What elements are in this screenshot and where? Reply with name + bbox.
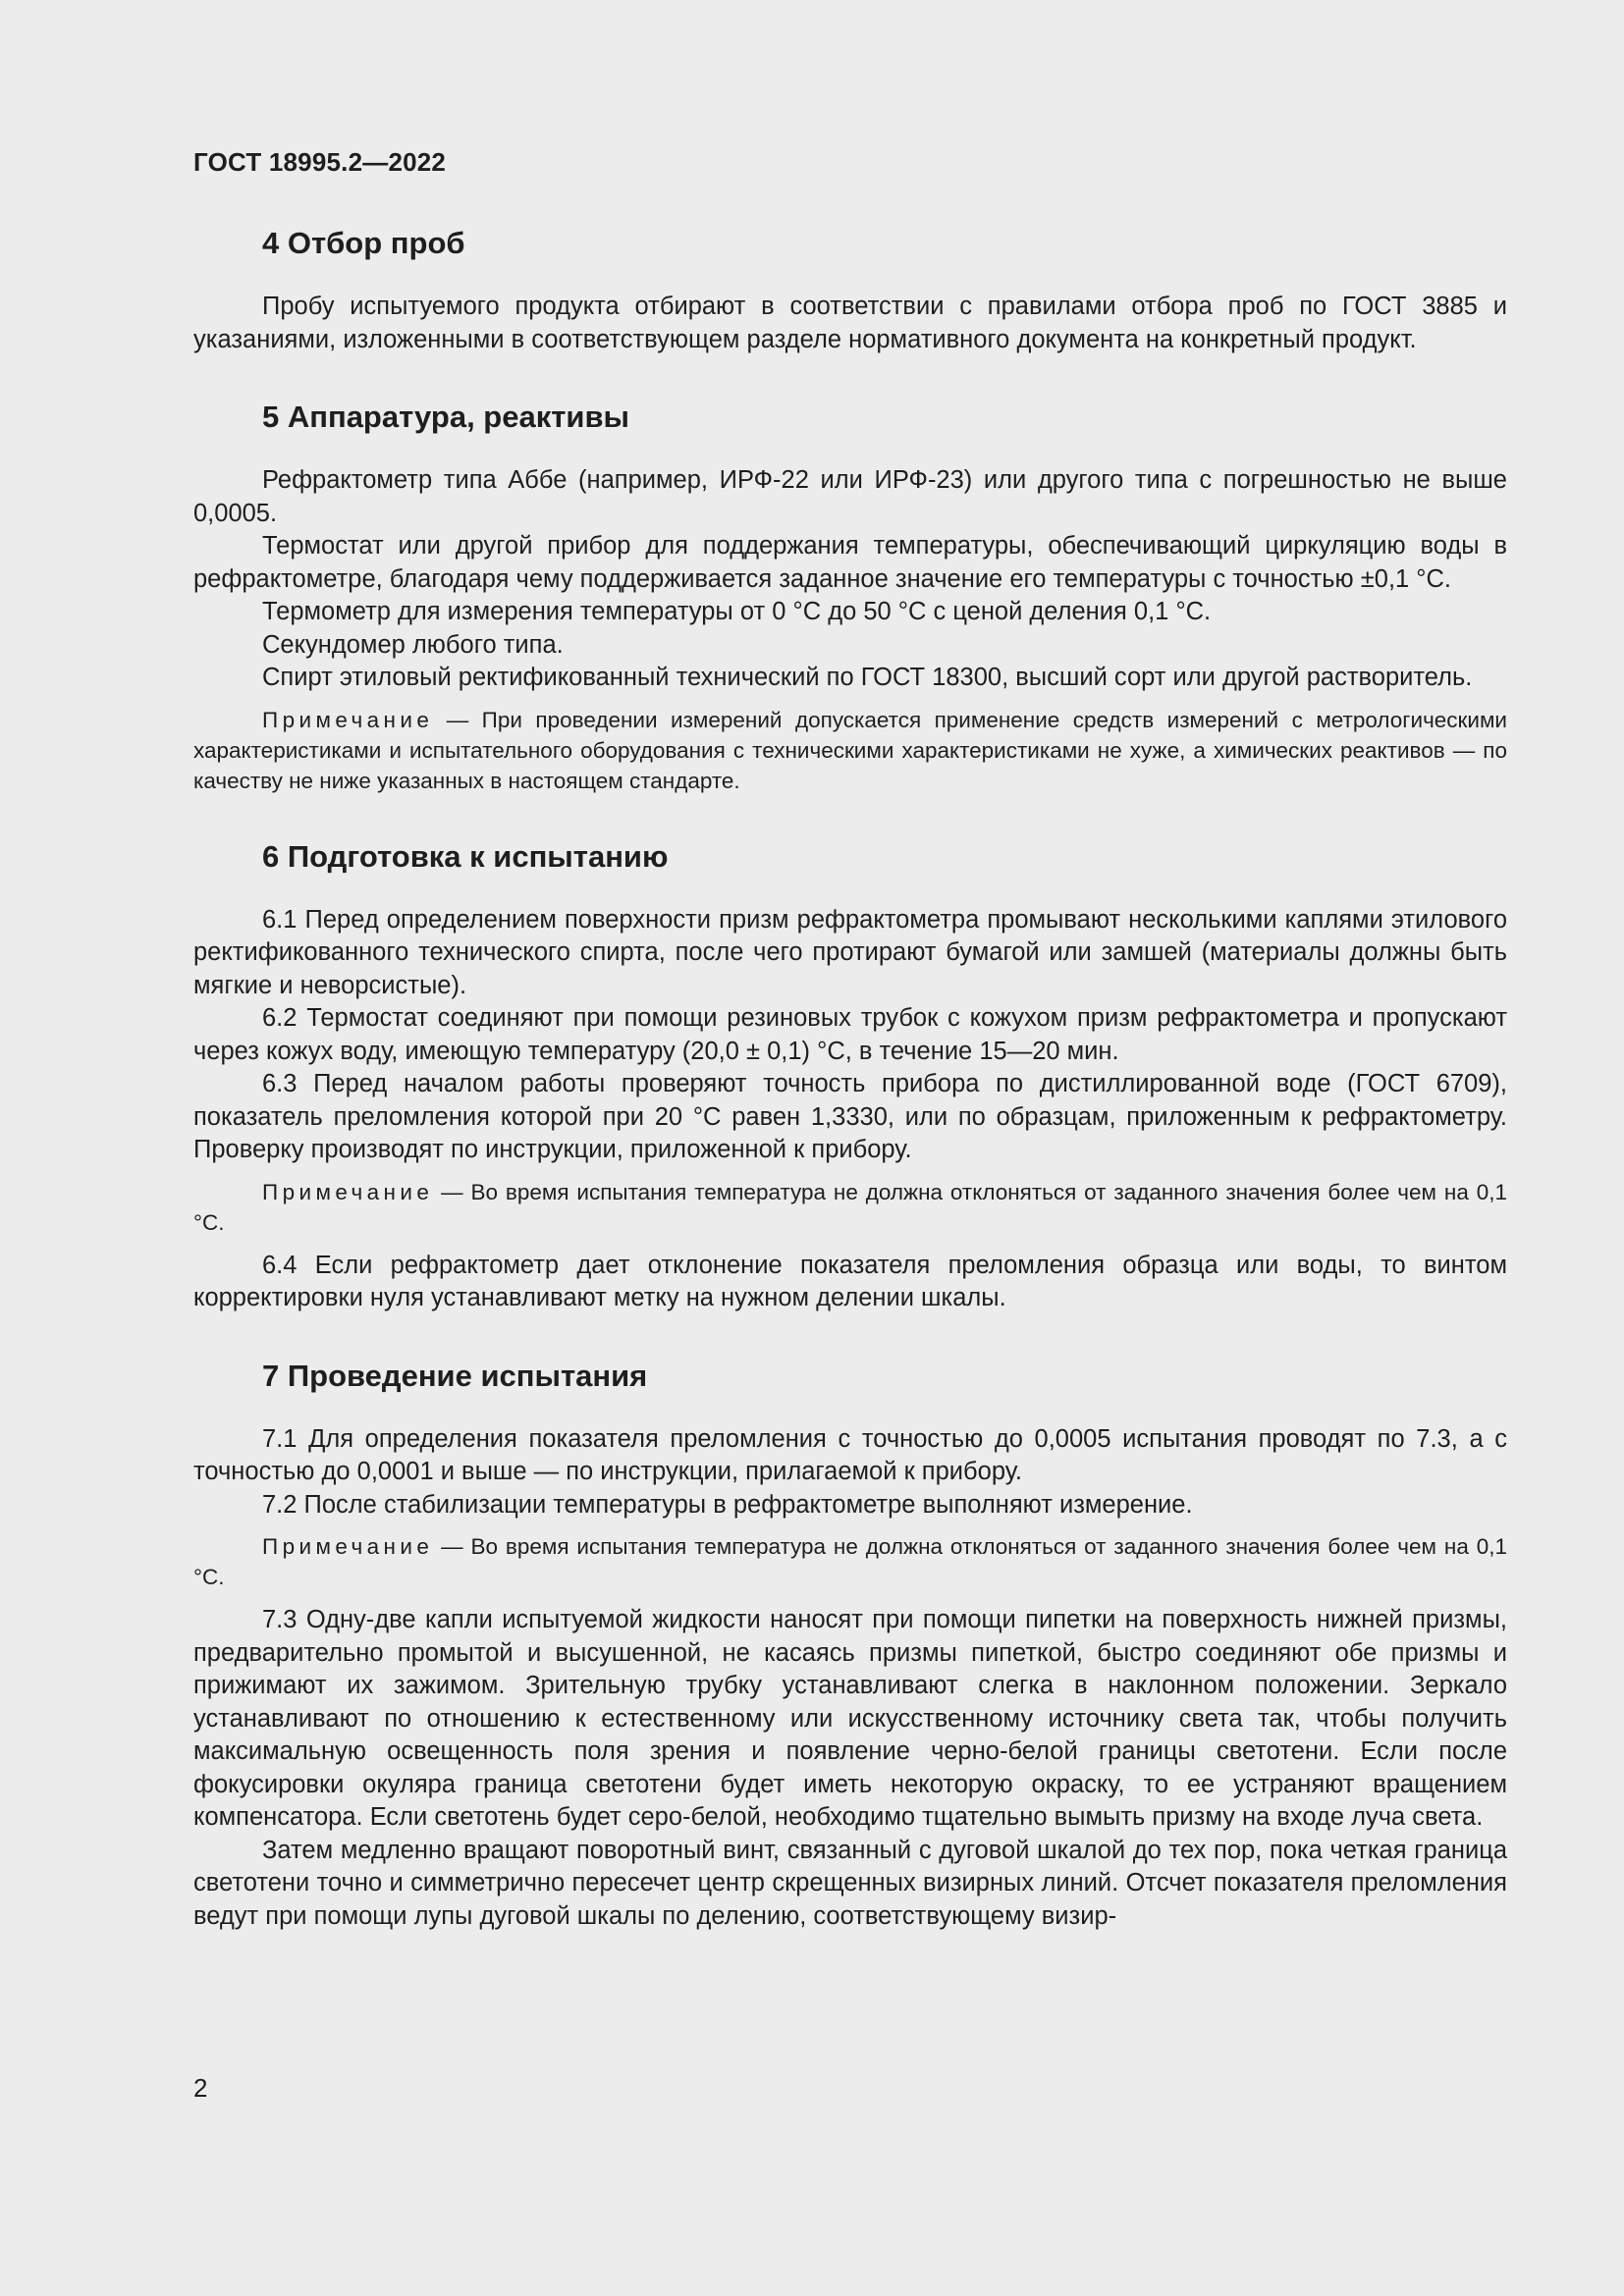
note-label: Примечание — [262, 1534, 434, 1559]
paragraph: 7.2 После стабилизации температуры в рефрактометре выполняют измерение. — [262, 1490, 1193, 1519]
section-title: 7 Проведение испытания — [262, 1358, 648, 1393]
paragraph: 6.4 Если рефрактометр дает отклонение показателя преломления образца или воды, то винтом корректировки нуля устанавливают метку на нужном делении шкалы. — [193, 1251, 1507, 1311]
paragraph: Термометр для измерения температуры от 0 °С до 50 °С с ценой деления 0,1 °С. — [262, 598, 1212, 625]
note-label: Примечание — [262, 1179, 434, 1204]
paragraph: 6.3 Перед началом работы проверяют точность прибора по дистиллированной воде (ГОСТ 6709), показатель преломления которой при 20 °С равен 1,3330, или по образцам, приложенным к рефрактометру. Проверку производят по инструкции, приложенной к прибору. — [193, 1070, 1507, 1163]
paragraph: Спирт этиловый ректификованный технический по ГОСТ 18300, высший сорт или другой растворитель. — [262, 664, 1473, 691]
paragraph: Рефрактометр типа Аббе (например, ИРФ-22 или ИРФ-23) или другого типа с погрешностью не выше 0,0005. — [193, 466, 1507, 527]
section-title: 4 Отбор проб — [262, 226, 465, 260]
document-body — [193, 222, 1507, 1972]
section-4 — [193, 222, 1507, 356]
paragraph: Затем медленно вращают поворотный винт, связанный с дуговой шкалой до тех пор, пока четкая граница светотени точно и симметрично пересечет центр скрещенных визирных линий. Отсчет показателя преломления ведут при помощи лупы дуговой шкалы по делению, соответствующему визир- — [193, 1836, 1507, 1930]
section-title: 5 Аппаратура, реактивы — [262, 400, 629, 434]
paragraph: Термостат или другой прибор для поддержания температуры, обеспечивающий циркуляцию воды в рефрактометре, благодаря чему поддерживается заданное значение его температуры с точностью ±0,1 °С. — [193, 532, 1507, 593]
note-text: — Во время испытания температура не должна отклоняться от заданного значения более чем на 0,1 °С. — [193, 1179, 1507, 1235]
paragraph: 7.1 Для определения показателя преломления с точностью до 0,0005 испытания проводят по 7.3, а с точностью до 0,0001 и выше — по инструкции, прилагаемой к прибору. — [193, 1424, 1507, 1485]
note-text: — При проведении измерений допускается применение средств измерений с метрологическими характеристиками и испытательного оборудования с техническими характеристиками не хуже, а химических реактивов — по качеству не ниже указанных в настоящем стандарте. — [193, 707, 1507, 793]
note-label: Примечание — [262, 707, 434, 732]
note — [193, 1531, 1507, 1592]
note — [193, 1177, 1507, 1238]
section-6 — [193, 835, 1507, 1315]
paragraph: Пробу испытуемого продукта отбирают в соответствии с правилами отбора проб по ГОСТ 3885 и указаниями, изложенными в соответствующем разделе нормативного документа на конкретный продукт. — [193, 293, 1507, 353]
paragraph: 7.3 Одну-две капли испытуемой жидкости наносят при помощи пипетки на поверхность нижней призмы, предварительно промытой и высушенной, не касаясь призмы пипеткой, быстро соединяют обе призмы и прижимают их зажимом. Зрительную трубку устанавливают слегка в наклонном положении. Зеркало устанавливают по отношению к естественному или искусственному источнику света так, чтобы получить максимальную освещенность поля зрения и появление черно-белой границы светотени. Если после фокусировки окуляра граница светотени будет иметь некоторую окраску, то ее устраняют вращением компенсатора. Если светотень будет серо-белой, необходимо тщательно вымыть призму на входе луча света. — [193, 1606, 1507, 1831]
section-title: 6 Подготовка к испытанию — [262, 838, 669, 874]
paragraph: Секундомер любого типа. — [262, 630, 564, 659]
paragraph: 6.1 Перед определением поверхности призм рефрактометра промывают несколькими каплями этилового ректификованного технического спирта, после чего протирают бумагой или замшей (материалы должны быть мягкие и неворсистые). — [193, 905, 1507, 999]
section-5 — [193, 396, 1507, 796]
paragraph: 6.2 Термостат соединяют при помощи резиновых трубок с кожухом призм рефрактометра и пропускают через кожух воду, имеющую температуру (20,0 ± 0,1) °С, в течение 15—20 мин. — [193, 1004, 1507, 1065]
section-7 — [193, 1355, 1507, 1934]
document-id: ГОСТ 18995.2—2022 — [193, 147, 447, 177]
note-text: — Во время испытания температура не должна отклоняться от заданного значения более чем на 0,1 °С. — [193, 1534, 1507, 1589]
note — [193, 705, 1507, 796]
page-number: 2 — [193, 2073, 208, 2103]
